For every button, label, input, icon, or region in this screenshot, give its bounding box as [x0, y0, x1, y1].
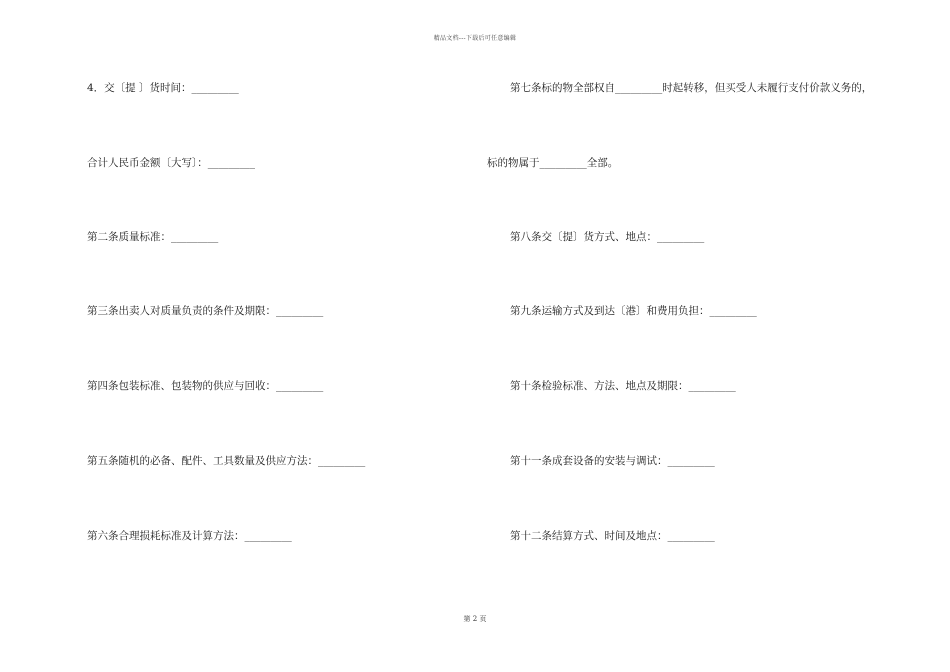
- clause-8-delivery-method: 第八条交〔提〕货方式、地点：_________: [510, 231, 705, 243]
- clause-3-quality-liability: 第三条出卖人对质量负责的条件及期限：_________: [87, 305, 324, 317]
- clause-12-settlement: 第十二条结算方式、时间及地点：_________: [510, 530, 715, 542]
- clause-10-inspection: 第十条检验标准、方法、地点及期限：_________: [510, 380, 736, 392]
- clause-7-ownership-continued: 标的物属于_________全部。: [487, 157, 619, 169]
- clause-total-amount: 合计人民币金额〔大写〕：_________: [87, 157, 255, 169]
- clause-5-accessories: 第五条随机的必备、配件、工具数量及供应方法：_________: [87, 455, 366, 467]
- clause-7-ownership-transfer: 第七条标的物全部权自_________时起转移，但买受人未履行支付价款义务的，: [510, 82, 873, 94]
- clause-4-packaging: 第四条包装标准、包装物的供应与回收：_________: [87, 380, 324, 392]
- page-header: 精品文档---下载后可任意编辑: [433, 35, 517, 42]
- clause-2-quality-standard: 第二条质量标准：_________: [87, 231, 219, 243]
- clause-6-loss-standard: 第六条合理损耗标准及计算方法：_________: [87, 530, 292, 542]
- clause-9-transport: 第九条运输方式及到达〔港〕和费用负担：_________: [510, 305, 757, 317]
- clause-11-installation: 第十一条成套设备的安装与调试：_________: [510, 455, 715, 467]
- page-number: 第 2 页: [463, 615, 487, 623]
- clause-delivery-time: 4．交〔提 〕货时间：_________: [87, 82, 239, 94]
